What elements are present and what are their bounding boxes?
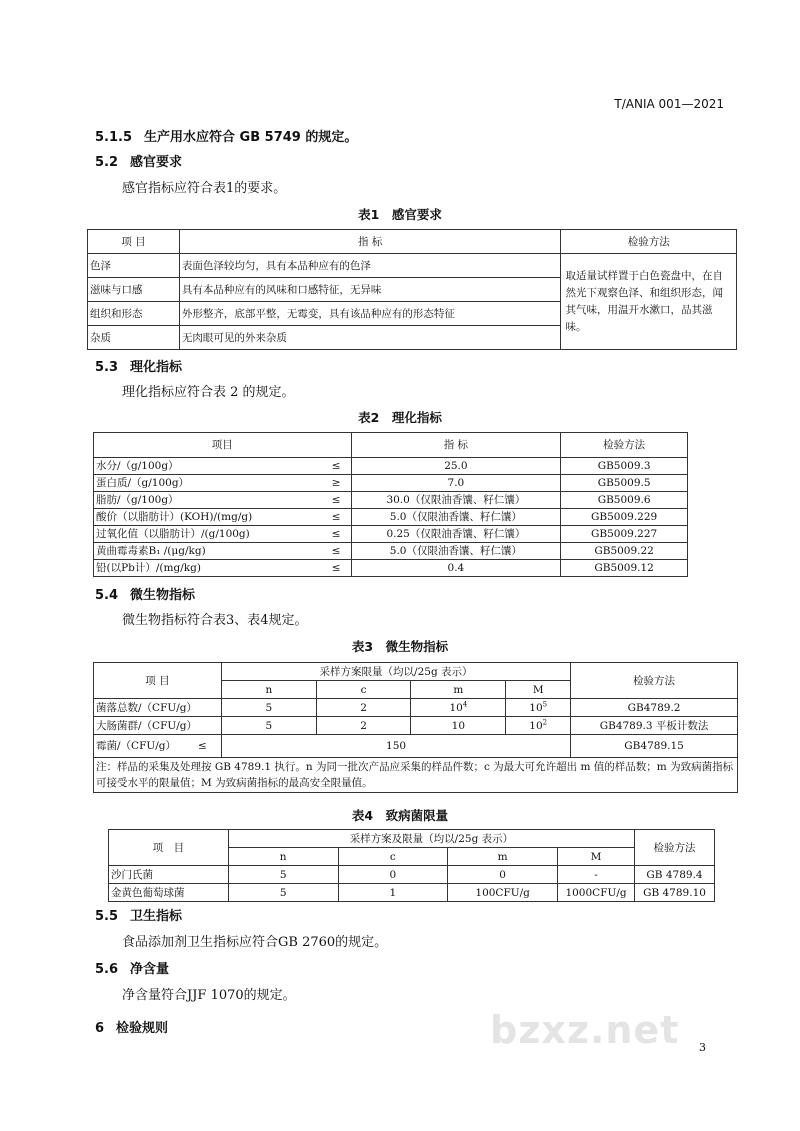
relation-symbol: ≤ [331, 511, 341, 523]
subheader-cell: n [221, 681, 316, 699]
item-label: 霉菌/（CFU/g） [96, 740, 176, 752]
item-cell [94, 543, 352, 560]
table-header-row [94, 433, 688, 458]
table-row [94, 717, 738, 735]
header-cell: 指 标 [179, 230, 561, 254]
method-cell: GB4789.2 [571, 699, 738, 717]
item-cell [94, 509, 352, 526]
item-cell [94, 560, 352, 577]
method-cell: GB5009.5 [561, 475, 688, 492]
section-number: 5.6 [95, 962, 119, 977]
section-5-6-heading [95, 958, 169, 977]
table-header-row [109, 830, 715, 848]
subheader-cell: m [411, 681, 506, 699]
n-cell: 5 [228, 884, 338, 902]
table4-caption: 表4 致病菌限量 [351, 808, 449, 823]
subheader-cell: M [506, 681, 571, 699]
site-watermark: bzxz.net [490, 1008, 680, 1052]
header-cell: 项目 [94, 433, 352, 458]
section-5-4-paragraph: 微生物指标符合表3、表4规定。 [122, 613, 308, 628]
subheader-cell: M [558, 848, 635, 866]
m-base: 10 [449, 701, 463, 714]
table-header-row [88, 230, 737, 254]
table-row [88, 254, 737, 278]
item-cell: 大肠菌群/（CFU/g） [94, 717, 222, 735]
value-cell: 7.0 [351, 475, 561, 492]
table-row [94, 492, 688, 509]
method-cell: GB 4789.10 [635, 884, 715, 902]
item-cell [94, 492, 352, 509]
value-cell: 0.25（仅限油香馕、籽仁馕） [351, 526, 561, 543]
table1-caption: 表1 感官要求 [358, 207, 442, 222]
section-title: 微生物指标 [130, 588, 196, 603]
item-label: 铅(以Pb计）/(mg/kg) [96, 562, 201, 574]
indicator-cell: 外形整齐，底部平整，无霉变，具有该品种应有的形态特征 [179, 302, 561, 326]
item-cell [94, 735, 222, 758]
table-row [94, 475, 688, 492]
M-cell [506, 717, 571, 735]
M-base: 10 [529, 719, 543, 732]
value-cell: 150 [221, 735, 570, 758]
subheader-cell: n [228, 848, 338, 866]
table-row [94, 509, 688, 526]
item-cell: 金黄色葡萄球菌 [109, 884, 229, 902]
item-cell: 组织和形态 [88, 302, 180, 326]
table3-caption: 表3 微生物指标 [351, 639, 449, 654]
m-cell [411, 699, 506, 717]
M-base: 10 [529, 701, 543, 714]
section-6-heading [95, 1017, 168, 1036]
indicator-cell: 表面色泽较均匀，具有本品种应有的色泽 [179, 254, 561, 278]
c-cell: 0 [338, 866, 448, 884]
method-cell: GB5009.3 [561, 458, 688, 475]
header-cell: 检验方法 [561, 230, 737, 254]
m-cell: 0 [448, 866, 558, 884]
method-cell: GB5009.6 [561, 492, 688, 509]
relation-symbol: ≤ [331, 494, 341, 506]
section-title: 净含量 [130, 962, 170, 977]
section-number: 5.3 [95, 360, 119, 375]
item-cell [94, 458, 352, 475]
physicochemical-table [93, 432, 688, 577]
table-row [94, 543, 688, 560]
section-title: 卫生指标 [130, 909, 183, 924]
header-cell: 项 目 [109, 830, 229, 866]
method-cell: GB4789.3 平板计数法 [571, 717, 738, 735]
method-cell: GB5009.229 [561, 509, 688, 526]
clause-number: 5.1.5 [95, 130, 133, 145]
header-cell: 检验方法 [635, 830, 715, 866]
value-cell: 30.0（仅限油香馕、籽仁馕） [351, 492, 561, 509]
relation-symbol: ≤ [331, 528, 341, 540]
value-cell: 5.0（仅限油香馕、籽仁馕） [351, 543, 561, 560]
item-cell: 杂质 [88, 326, 180, 350]
value-cell: 5.0（仅限油香馕、籽仁馕） [351, 509, 561, 526]
method-cell: GB 4789.4 [635, 866, 715, 884]
c-cell: 2 [316, 717, 411, 735]
relation-symbol: ≤ [197, 740, 207, 752]
table-row [94, 526, 688, 543]
relation-symbol: ≤ [331, 460, 341, 472]
M-cell: 1000CFU/g [558, 884, 635, 902]
item-label: 脂肪/（g/100g） [96, 494, 179, 506]
method-cell: GB5009.227 [561, 526, 688, 543]
indicator-cell: 无肉眼可见的外来杂质 [179, 326, 561, 350]
section-number: 5.4 [95, 588, 119, 603]
item-cell: 色泽 [88, 254, 180, 278]
table-note-row [94, 758, 738, 793]
item-label: 黄曲霉毒素B₁ /(μg/kg) [96, 545, 206, 557]
item-cell [94, 475, 352, 492]
M-exponent: 5 [542, 700, 548, 708]
section-5-6-paragraph: 净含量符合JJF 1070的规定。 [122, 988, 296, 1003]
header-cell: 检验方法 [571, 663, 738, 699]
m-exponent: 4 [462, 700, 468, 708]
table-row [94, 699, 738, 717]
subheader-cell: m [448, 848, 558, 866]
section-number: 5.2 [95, 155, 119, 170]
table-note: 注：样品的采集及处理按 GB 4789.1 执行。n 为同一批次产品应采集的样品件数；c 为最大可允许超出 m 值的样品数；m 为致病菌指标可接受水平的限量值；M 为致病菌指标的最高安全限量值。 [94, 758, 738, 793]
section-number: 5.5 [95, 909, 119, 924]
header-cell: 采样方案及限量（均以/25g 表示） [228, 830, 634, 848]
clause-5-1-5 [95, 126, 357, 145]
section-5-3-heading [95, 356, 182, 375]
subheader-cell: c [338, 848, 448, 866]
table-row [94, 735, 738, 758]
item-cell: 滋味与口感 [88, 278, 180, 302]
method-cell: 取适量试样置于白色瓷盘中，在自然光下观察色泽、和组织形态，闻其气味，用温开水漱口，品其滋味。 [561, 254, 737, 350]
method-cell: GB5009.12 [561, 560, 688, 577]
M-exponent: 2 [542, 718, 548, 726]
M-cell [506, 699, 571, 717]
table-header-row [94, 663, 738, 681]
subheader-cell: c [316, 681, 411, 699]
m-cell: 100CFU/g [448, 884, 558, 902]
value-cell: 0.4 [351, 560, 561, 577]
header-cell: 检验方法 [561, 433, 688, 458]
relation-symbol: ≥ [331, 477, 341, 489]
section-5-5-heading [95, 905, 182, 924]
section-5-2-paragraph: 感官指标应符合表1的要求。 [122, 181, 287, 196]
clause-text: 生产用水应符合 GB 5749 的规定。 [144, 130, 358, 145]
table-row [109, 866, 715, 884]
section-number: 6 [95, 1021, 105, 1036]
section-5-4-heading [95, 584, 195, 603]
page-number: 3 [699, 1041, 706, 1054]
item-label: 水分/（g/100g） [96, 460, 179, 472]
item-cell [94, 526, 352, 543]
header-cell: 项 目 [88, 230, 180, 254]
value-cell: 25.0 [351, 458, 561, 475]
pathogen-table [108, 829, 715, 902]
item-cell: 菌落总数/（CFU/g） [94, 699, 222, 717]
m-cell [411, 717, 506, 735]
sensory-table [87, 229, 737, 350]
m-base: 10 [451, 719, 466, 732]
document-id: T/ANIA 001—2021 [614, 97, 724, 111]
n-cell: 5 [221, 699, 316, 717]
header-cell: 项 目 [94, 663, 222, 699]
section-5-3-paragraph: 理化指标应符合表 2 的规定。 [122, 385, 295, 400]
n-cell: 5 [228, 866, 338, 884]
item-label: 蛋白质/（g/100g） [96, 477, 190, 489]
M-cell: - [558, 866, 635, 884]
table-row [109, 884, 715, 902]
header-cell: 指 标 [351, 433, 561, 458]
table2-caption: 表2 理化指标 [358, 410, 442, 425]
header-cell: 采样方案限量（均以/25g 表示） [221, 663, 570, 681]
relation-symbol: ≤ [331, 562, 341, 574]
relation-symbol: ≤ [331, 545, 341, 557]
microbial-table [93, 662, 738, 793]
section-5-5-paragraph: 食品添加剂卫生指标应符合GB 2760的规定。 [122, 935, 388, 950]
item-label: 酸价（以脂肪计）(KOH)/(mg/g) [96, 511, 253, 523]
section-title: 理化指标 [130, 360, 183, 375]
table-row [94, 560, 688, 577]
method-cell: GB4789.15 [571, 735, 738, 758]
c-cell: 1 [338, 884, 448, 902]
item-cell: 沙门氏菌 [109, 866, 229, 884]
item-label: 过氧化值（以脂肪计）/(g/100g) [96, 528, 250, 540]
c-cell: 2 [316, 699, 411, 717]
indicator-cell: 具有本品种应有的风味和口感特征，无异味 [179, 278, 561, 302]
table-row [94, 458, 688, 475]
n-cell: 5 [221, 717, 316, 735]
section-5-2-heading [95, 151, 182, 170]
section-title: 检验规则 [116, 1021, 169, 1036]
section-title: 感官要求 [130, 155, 183, 170]
method-cell: GB5009.22 [561, 543, 688, 560]
